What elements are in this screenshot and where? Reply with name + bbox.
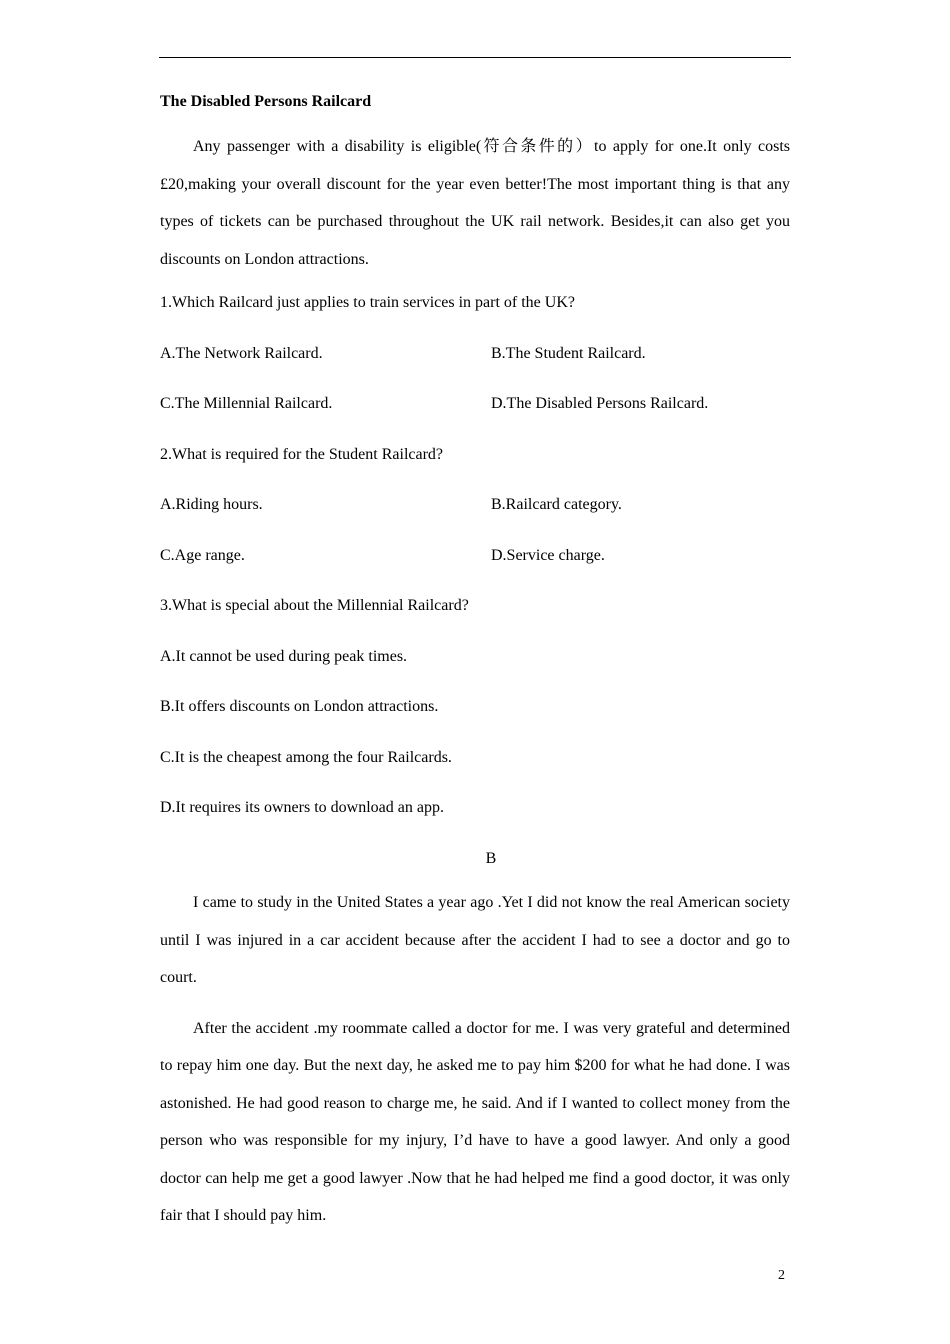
option-a: A.Riding hours. [160,496,263,513]
option-c: C.Age range. [160,546,245,564]
option-c: C.It is the cheapest among the four Railcards. [160,748,452,766]
option-c: C.The Millennial Railcard. [160,395,333,412]
option-b: B.The Student Railcard. [491,344,646,362]
question-text: 2.What is required for the Student Railcard? [160,445,444,463]
question-text: 3.What is special about the Millennial Railcard? [160,597,469,614]
option-row [160,531,790,582]
option-d: D.Service charge. [491,546,605,564]
question-1 [160,278,790,430]
question-2 [160,430,790,582]
passage-a-title: The Disabled Persons Railcard [160,93,372,110]
option-b: B.Railcard category. [491,496,622,513]
document-body [160,88,790,1235]
option-d: D.The Disabled Persons Railcard. [491,395,709,412]
option-row [160,480,790,531]
passage-b-paragraph-2: After the accident .my roommate called a doctor for me. I was very grateful and determined to repay him one day. But the next day, he asked me to pay him $200 for what he had done. I was astonished. He had good reason to charge me, he said. And if I wanted to collect money from the person who was responsible for my injury, I’d have to have a good lawyer. And only a good doctor can help me get a good lawyer .Now that he had helped me find a good doctor, it was only fair that I should pay him. [160,1019,790,1224]
option-d: D.It requires its owners to download an app. [160,799,444,816]
option-row [160,329,790,380]
question-3 [160,581,790,834]
page-number: 2 [778,1268,785,1283]
option-b: B.It offers discounts on London attractions. [160,698,439,715]
option-a: A.The Network Railcard. [160,344,323,362]
section-marker-b: B [485,849,497,867]
passage-b-paragraph-1: I came to study in the United States a year ago .Yet I did not know the real American society until I was injured in a car accident because after the accident I had to see a doctor and go to court. [160,894,790,986]
header-rule [159,57,791,58]
question-text: 1.Which Railcard just applies to train services in part of the UK? [160,294,575,311]
option-row [160,379,790,430]
option-a: A.It cannot be used during peak times. [160,647,408,665]
passage-a-paragraph: Any passenger with a disability is eligible(符合条件的）to apply for one.It only costs £20,making your overall discount for the year even better!The most important thing is that any types of tickets can be purchased throughout the UK rail network. Besides,it can also get you discounts on London attractions. [160,138,790,268]
